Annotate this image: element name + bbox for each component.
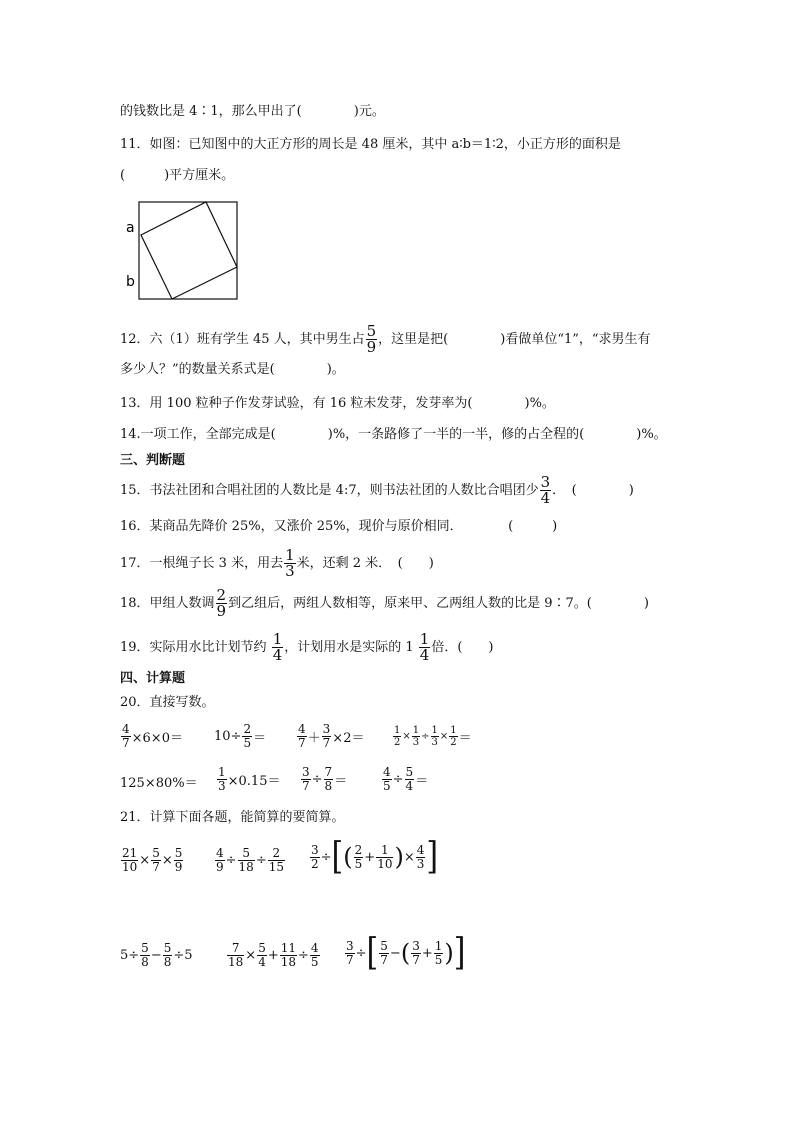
question-11-text: 11．如图：已知图中的大正方形的周长是 48 厘米，其中 a∶b＝1∶2，小正方形的面积是 (120, 137, 621, 152)
question-20: 20．直接写数。 (120, 695, 215, 710)
section-4-heading: 四、计算题 (120, 671, 186, 686)
calc-20-7: $\frac{3}{7}$ ÷ $\frac{7}{8}$ ＝ (302, 765, 348, 793)
label-b: b (126, 274, 135, 290)
question-18: 18．甲组人数调 $\frac{2}{9}$ 到乙组后，两组人数相等，原来甲、乙两组人数的比是 9∶7。( ) (120, 586, 649, 620)
calc-21-4: 5÷ $\frac{5}{8}$ − $\frac{5}{8}$ ÷5 (120, 941, 193, 969)
fraction-3-4: $\frac{3}{4}$ (540, 473, 551, 507)
fraction-1-3: $\frac{1}{3}$ (285, 546, 295, 580)
calc-21-2: $\frac{4}{9}$ ÷ $\frac{5}{18}$ ÷ $\frac{2}{15}$ (216, 846, 285, 874)
calc-20-3: $\frac{4}{7}$ ＋ $\frac{3}{7}$ ×2＝ (298, 722, 365, 750)
question-12-line2: 多少人？”的数量关系式是( )。 (120, 362, 345, 377)
calc-21-6: $\frac{3}{7}$ ÷[ $\frac{5}{7}$ −( $\frac{3}{7}$ + $\frac{1}{5}$ )] (346, 930, 466, 975)
big-square (139, 202, 237, 299)
inner-square (141, 202, 237, 299)
section-3-heading: 三、判断题 (120, 453, 186, 468)
calc-20-2: 10÷ $\frac{2}{5}$ ＝ (214, 722, 267, 750)
calc-21-5: $\frac{7}{18}$ × $\frac{5}{4}$ + $\frac{11}{18}$ ÷ $\frac{4}{5}$ (228, 941, 319, 969)
label-a: a (126, 220, 135, 236)
question-19: 19．实际用水比计划节约 $\frac{1}{4}$ ，计划用水是实际的 1 $\frac{1}{4}$ 倍．( ) (120, 630, 494, 664)
fraction-2-9: $\frac{2}{9}$ (216, 586, 227, 620)
calc-20-1: $\frac{4}{7}$ ×6×0＝ (122, 722, 183, 750)
question-16: 16．某商品先降价 25%，又涨价 25%，现价与原价相同． ( ) (120, 519, 558, 534)
calc-20-4: $\frac{1}{2}$ × $\frac{1}{3}$ ÷ $\frac{1}{3}$ × $\frac{1}{2}$ ＝ (394, 725, 472, 748)
question-17: 17．一根绳子长 3 米，用去 $\frac{1}{3}$ 米，还剩 2 米． ( ) (120, 546, 434, 580)
question-12-line1: 12．六（1）班有学生 45 人，其中男生占 $\frac{5}{9}$ ，这里是把( )看做单位“1”，“求男生有 (120, 322, 651, 356)
question-11-blank: ( )平方厘米。 (120, 168, 235, 183)
calc-21-3: $\frac{3}{2}$ ÷[( $\frac{2}{5}$ + $\frac{1}{10}$ )× $\frac{4}{3}$ ] (311, 834, 439, 879)
fraction-1-4-a: $\frac{1}{4}$ (272, 630, 283, 664)
question-14: 14.一项工作，全部完成是( )%，一条路修了一半的一半，修的占全程的( )%。 (120, 427, 667, 442)
question-10-tail: 的钱数比是 4∶1，那么甲出了( )元。 (120, 104, 385, 119)
square-figure (118, 198, 244, 304)
calc-20-8: $\frac{4}{5}$ ÷ $\frac{5}{4}$ ＝ (383, 765, 429, 793)
calc-20-5: 125×80%＝ (120, 776, 198, 791)
fraction-5-9: $\frac{5}{9}$ (366, 322, 377, 356)
question-15: 15．书法社团和合唱社团的人数比是 4:7，则书法社团的人数比合唱团少 $\frac{3}{4}$ ． ( ) (120, 473, 634, 507)
fraction-1-4-b: $\frac{1}{4}$ (419, 630, 430, 664)
calc-21-1: $\frac{21}{10}$ × $\frac{5}{7}$ × $\frac{5}{9}$ (122, 846, 183, 874)
question-21: 21．计算下面各题，能简算的要简算。 (120, 810, 345, 825)
question-13: 13．用 100 粒种子作发芽试验，有 16 粒未发芽，发芽率为( )%。 (120, 396, 555, 411)
calc-20-6: $\frac{1}{3}$ ×0.15＝ (218, 765, 281, 793)
